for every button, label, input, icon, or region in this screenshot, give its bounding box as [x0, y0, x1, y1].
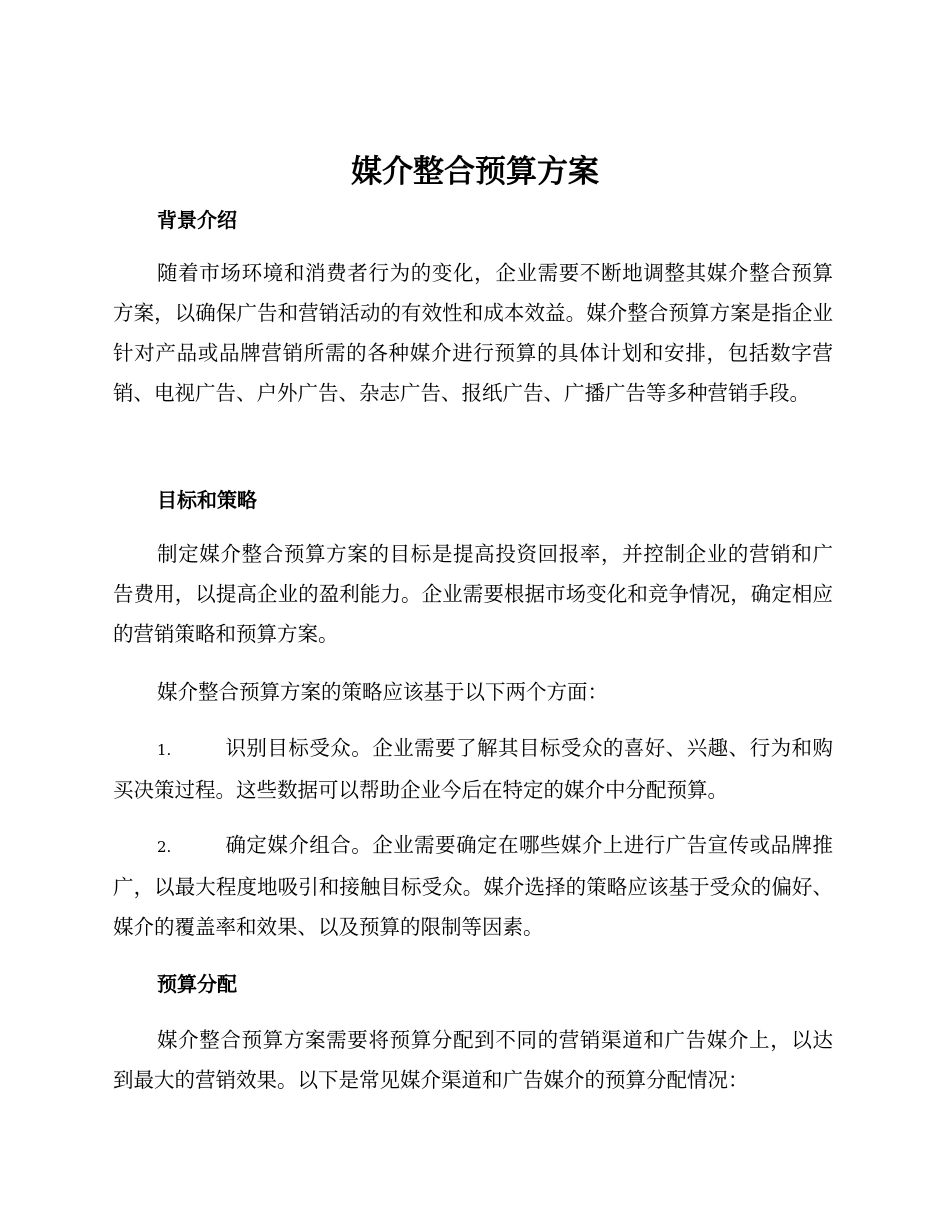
section-heading-budget: 预算分配 — [157, 972, 237, 996]
list-item-number: 2. — [157, 838, 172, 856]
list-item-number: 1. — [157, 741, 172, 759]
list-item-text: 确定媒介组合。企业需要确定在哪些媒介上进行广告宣传或品牌推广，以最大程度地吸引和接触目标受众。媒介选择的策略应该基于受众的偏好、媒介的覆盖率和效果、以及预算的限制等因素。 — [113, 833, 833, 939]
section-heading-goals: 目标和策略 — [157, 488, 257, 512]
paragraph-budget: 媒介整合预算方案需要将预算分配到不同的营销渠道和广告媒介上，以达到最大的营销效果。以下是常见媒介渠道和广告媒介的预算分配情况： — [113, 1028, 833, 1092]
document-title: 媒介整合预算方案 — [351, 154, 599, 190]
paragraph-background: 随着市场环境和消费者行为的变化，企业需要不断地调整其媒介整合预算方案，以确保广告和营销活动的有效性和成本效益。媒介整合预算方案是指企业针对产品或品牌营销所需的各种媒介进行预算的具体计划和安排，包括数字营销、电视广告、户外广告、杂志广告、报纸广告、广播广告等多种营销手段。 — [113, 261, 833, 405]
section-heading-background: 背景介绍 — [157, 208, 237, 232]
list-item — [113, 825, 833, 947]
paragraph-goals: 制定媒介整合预算方案的目标是提高投资回报率，并控制企业的营销和广告费用，以提高企业的盈利能力。企业需要根据市场变化和竞争情况，确定相应的营销策略和预算方案。 — [113, 542, 833, 646]
list-item-text: 识别目标受众。企业需要了解其目标受众的喜好、兴趣、行为和购买决策过程。这些数据可以帮助企业今后在特定的媒介中分配预算。 — [113, 736, 833, 802]
list-item — [113, 728, 833, 810]
paragraph-strategy-intro: 媒介整合预算方案的策略应该基于以下两个方面： — [157, 680, 608, 704]
